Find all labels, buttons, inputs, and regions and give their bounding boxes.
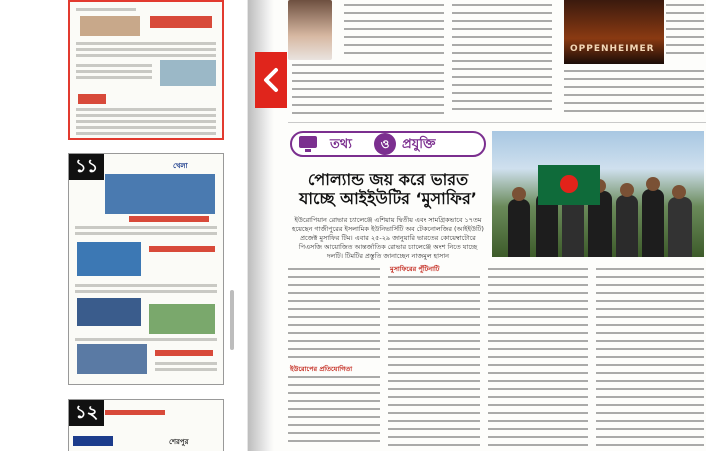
section-banner-tech bbox=[290, 131, 486, 157]
movie-poster-title: OPPENHEIMER bbox=[570, 44, 655, 54]
section-title-amp: ও bbox=[374, 133, 396, 155]
page-thumbnail-12[interactable] bbox=[68, 399, 224, 451]
page-number-badge: ১১ bbox=[69, 154, 104, 180]
headline-line-2: যাচ্ছে আইইউটির ‘মুসাফির’ bbox=[299, 189, 477, 208]
section-title-part2: প্রযুক্তি bbox=[402, 137, 436, 152]
thumbnail-scrollbar[interactable] bbox=[230, 290, 234, 350]
article-photo-model bbox=[288, 0, 332, 60]
page-thumbnail-rail bbox=[0, 0, 248, 451]
article-headline bbox=[290, 170, 486, 208]
page-masthead: খেলা bbox=[173, 162, 188, 170]
page-thumbnail-10[interactable] bbox=[68, 0, 224, 140]
article-subhead-2: ইউরোপের প্রতিযোগিতা bbox=[290, 365, 353, 373]
chevron-left-icon bbox=[262, 67, 280, 93]
article-subhead-1: মুসাফিরের পুঁটিনাটি bbox=[390, 265, 440, 273]
article-photo-movie-poster bbox=[564, 0, 664, 64]
article-intro: ইউরোপিয়ান রোভার চ্যালেঞ্জে এশিয়ায় দ্বিতীয় এবং সামগ্রিকভাবে ১৭তম হয়েছেন গাজীপুরের ইসলামিক ইউনিভার্সিটি অব টেকনোলজির (আইইউটি) প্রজেক্ট মুসাফির টিম। এবার ২৫-২৯ জানুয়ারি ভারতের কোয়েম্বাটোরে পিএসজি আয়োজিত আন্তর্জাতিক রোভার চ্যালেঞ্জে অংশ নিতে যাচ্ছে দলটি। টিমটির প্রস্তুতি জানাচ্ছেন নাজমুল হাসান bbox=[292, 216, 484, 260]
previous-page-button[interactable] bbox=[255, 52, 287, 108]
headline-line-1: পোল্যান্ড জয় করে ভারত bbox=[307, 170, 469, 189]
page-masthead: শেরপুর bbox=[169, 438, 189, 446]
page-number-badge: ১২ bbox=[69, 400, 104, 426]
section-title-part1: তথ্য bbox=[330, 137, 352, 152]
computer-icon bbox=[298, 135, 318, 153]
page-thumbnail-11[interactable] bbox=[68, 153, 224, 385]
